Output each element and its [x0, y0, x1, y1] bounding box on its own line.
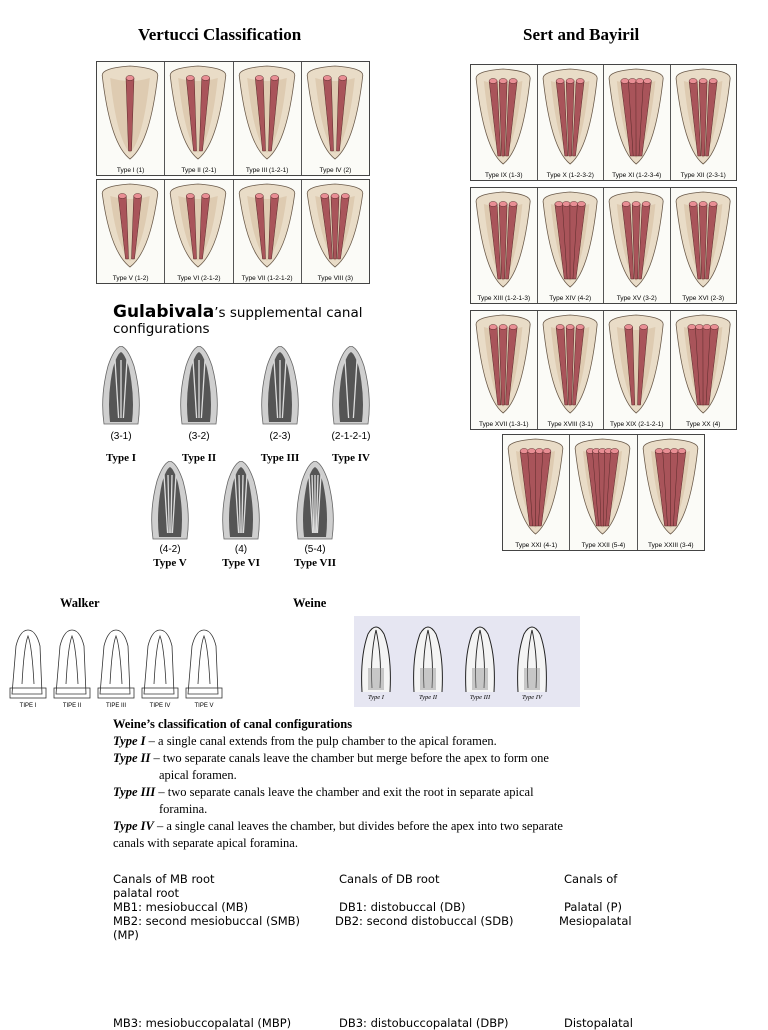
sert-type-caption: Type XIX (2-1-2-1) — [610, 421, 664, 428]
gulabivala-canal-diagram — [218, 461, 264, 541]
tooth-canal-diagram — [538, 311, 602, 417]
vertucci-type-cell — [97, 62, 165, 175]
canal-p: Palatal (P) — [564, 900, 623, 914]
tooth-canal-diagram — [471, 188, 535, 291]
gulabivala-tooth — [257, 346, 303, 431]
tooth-canal-diagram — [538, 188, 602, 291]
tooth-canal-diagram — [471, 65, 535, 168]
sert-type-caption: Type XII (2-3-1) — [680, 172, 726, 179]
walker-type-label: TIPE V — [194, 703, 214, 709]
sert-type-cell — [503, 435, 570, 550]
weine-type-2: Type II – two separate canals leave the chamber but merge before the apex to form one — [113, 751, 549, 765]
sert-type-cell — [604, 311, 671, 429]
vertucci-type-caption: Type II (2-1) — [181, 167, 217, 174]
gulabivala-name: Gulabivala — [113, 302, 215, 322]
gulabivala-type: Type I — [105, 452, 137, 464]
sert-type-cell — [471, 311, 538, 429]
sert-type-caption: Type XXIII (3-4) — [648, 542, 694, 549]
vertucci-type-cell — [97, 180, 165, 283]
sert-type-caption: Type XIV (4-2) — [549, 295, 592, 302]
vertucci-type-cell — [165, 180, 233, 283]
weine-heading: Weine — [293, 596, 327, 610]
tooth-canal-diagram — [97, 62, 163, 163]
sert-heading: Sert and Bayiril — [523, 25, 640, 44]
canal-mb1: MB1: mesiobuccal (MB) — [113, 900, 249, 914]
sert-type-cell — [671, 311, 737, 429]
weine-type-4: Type IV – a single canal leaves the chamber, but divides before the apex into two separate — [113, 819, 563, 833]
walker-type-label: TIPE IV — [149, 703, 171, 709]
weine-type-3: Type III – two separate canals leave the chamber and exit the root in separate apical — [113, 785, 534, 799]
tooth-canal-diagram — [234, 180, 300, 271]
vertucci-type-cell — [234, 180, 302, 283]
tooth-canal-diagram — [570, 435, 635, 538]
gulabivala-canal-diagram — [328, 346, 374, 426]
gulabivala-heading — [113, 302, 363, 337]
tooth-canal-diagram — [638, 435, 703, 538]
gulabivala-code: (3-1) — [110, 431, 132, 442]
vertucci-type-caption: Type VII (1-2-1-2) — [241, 275, 293, 282]
gulabivala-code: (5-4) — [304, 544, 326, 555]
gulabivala-tooth — [147, 461, 193, 546]
canal-mp-cont: (MP) — [113, 928, 139, 942]
tooth-canal-diagram — [538, 65, 602, 168]
gulabivala-tooth — [328, 346, 374, 431]
vertucci-heading: Vertucci Classification — [138, 25, 302, 44]
gulabivala-code: (3-2) — [188, 431, 210, 442]
gulabivala-type: Type VI — [222, 557, 260, 569]
sert-type-cell — [570, 435, 637, 550]
canals-mb-header: Canals of MB root — [113, 872, 215, 886]
walker-type-label: TIPE II — [62, 703, 82, 709]
sert-type-cell — [638, 435, 704, 550]
canal-dp: Distopalatal — [564, 1016, 633, 1030]
tooth-canal-diagram — [165, 180, 231, 271]
gulabivala-tooth — [292, 461, 338, 546]
gulabivala-type: Type V — [153, 557, 187, 569]
tooth-canal-diagram — [671, 65, 735, 168]
vertucci-type-caption: Type III (1-2-1) — [245, 167, 289, 174]
tooth-canal-diagram — [604, 188, 668, 291]
sert-type-cell — [471, 65, 538, 180]
canals-table — [113, 872, 753, 1030]
weine-type-3-cont: foramina. — [159, 802, 208, 816]
weine-type-label: Type I — [368, 694, 384, 701]
vertucci-type-caption: Type VIII (3) — [317, 275, 354, 282]
vertucci-row-1 — [96, 61, 370, 176]
sert-row-1 — [470, 64, 737, 181]
tooth-canal-diagram — [234, 62, 300, 163]
canal-db3: DB3: distobuccopalatal (DBP) — [339, 1016, 509, 1030]
sert-type-cell — [604, 65, 671, 180]
sert-type-caption: Type X (1-2-3-2) — [546, 172, 594, 179]
vertucci-type-cell — [302, 180, 369, 283]
gulabivala-code: (2-1-2-1) — [331, 431, 371, 442]
sert-type-cell — [538, 65, 605, 180]
gulabivala-heading-line2: configurations — [113, 321, 210, 337]
sert-type-cell — [538, 188, 605, 303]
tooth-canal-diagram — [604, 311, 668, 417]
vertucci-row-2 — [96, 179, 370, 284]
walker-figure — [8, 626, 223, 712]
weine-type-label: Type II — [418, 694, 438, 701]
vertucci-type-cell — [234, 62, 302, 175]
sert-row-3 — [470, 310, 737, 430]
vertucci-type-caption: Type V (1-2) — [112, 275, 149, 282]
sert-type-caption: Type XVI (2-3) — [682, 295, 725, 302]
canal-db2: DB2: second distobuccal (SDB) — [335, 914, 514, 928]
vertucci-type-caption: Type IV (2) — [319, 167, 352, 174]
sert-row-4 — [502, 434, 705, 551]
tooth-canal-diagram — [97, 180, 163, 271]
sert-type-caption: Type XV (3-2) — [616, 295, 657, 302]
gulabivala-type: Type VII — [293, 557, 337, 569]
gulabivala-canal-diagram — [176, 346, 222, 426]
weine-type-4-cont: canals with separate apical foramina. — [113, 836, 298, 850]
vertucci-type-caption: Type VI (2-1-2) — [177, 275, 221, 282]
walker-type-label: TIPE III — [105, 703, 126, 709]
gulabivala-canal-diagram — [257, 346, 303, 426]
gulabivala-canal-diagram — [292, 461, 338, 541]
gulabivala-heading-rest: ’s supplemental canal — [214, 305, 363, 321]
gulabivala-tooth — [176, 346, 222, 431]
tooth-canal-diagram — [302, 180, 368, 271]
sert-type-caption: Type XVII (1-3-1) — [479, 421, 529, 428]
walker-heading: Walker — [60, 596, 100, 610]
gulabivala-code: (2-3) — [269, 431, 291, 442]
weine-figure — [354, 616, 580, 707]
gulabivala-tooth — [218, 461, 264, 546]
gulabivala-type: Type IV — [332, 452, 370, 464]
vertucci-type-cell — [302, 62, 369, 175]
weine-text-heading: Weine’s classification of canal configurations — [113, 717, 353, 731]
gulabivala-code: (4) — [234, 544, 248, 555]
sert-type-caption: Type XXI (4-1) — [515, 542, 558, 549]
sert-type-cell — [604, 188, 671, 303]
tooth-canal-diagram — [165, 62, 231, 163]
sert-type-cell — [671, 65, 737, 180]
tooth-canal-diagram — [671, 188, 735, 291]
sert-type-cell — [471, 188, 538, 303]
canals-palatal-header: Canals of — [564, 872, 618, 886]
sert-type-cell — [671, 188, 737, 303]
walker-teeth-drawing — [8, 626, 223, 712]
canal-db1: DB1: distobuccal (DB) — [339, 900, 466, 914]
sert-type-caption: Type XIII (1-2-1-3) — [477, 295, 531, 302]
sert-type-caption: Type XI (1-2-3-4) — [612, 172, 662, 179]
tooth-canal-diagram — [302, 62, 368, 163]
weine-classification-text — [113, 716, 673, 852]
sert-type-caption: Type IX (1-3) — [484, 172, 523, 179]
gulabivala-type: Type II — [181, 452, 217, 464]
sert-type-caption: Type XXII (5-4) — [581, 542, 626, 549]
canal-mp: Mesiopalatal — [559, 914, 632, 928]
canal-mb3: MB3: mesiobuccopalatal (MBP) — [113, 1016, 292, 1030]
tooth-canal-diagram — [604, 65, 668, 168]
canals-db-header: Canals of DB root — [339, 872, 440, 886]
gulabivala-tooth — [98, 346, 144, 431]
canal-mb2: MB2: second mesiobuccal (SMB) — [113, 914, 301, 928]
tooth-canal-diagram — [471, 311, 535, 417]
sert-type-caption: Type XX (4) — [686, 421, 721, 428]
tooth-canal-diagram — [503, 435, 568, 538]
gulabivala-canal-diagram — [147, 461, 193, 541]
weine-type-label: Type III — [469, 694, 491, 701]
weine-type-1: Type I – a single canal extends from the pulp chamber to the apical foramen. — [113, 734, 497, 748]
weine-type-2-cont: apical foramen. — [159, 768, 237, 782]
sert-type-caption: Type XVIII (3-1) — [547, 421, 594, 428]
canals-palatal-header-cont: palatal root — [113, 886, 180, 900]
vertucci-type-caption: Type I (1) — [116, 167, 145, 174]
walker-type-label: TIPE I — [19, 703, 37, 709]
gulabivala-code: (4-2) — [159, 544, 181, 555]
tooth-canal-diagram — [671, 311, 735, 417]
vertucci-type-cell — [165, 62, 233, 175]
sert-type-cell — [538, 311, 605, 429]
gulabivala-type: Type III — [260, 452, 300, 464]
gulabivala-canal-diagram — [98, 346, 144, 426]
weine-type-label: Type IV — [522, 694, 542, 701]
sert-row-2 — [470, 187, 737, 304]
